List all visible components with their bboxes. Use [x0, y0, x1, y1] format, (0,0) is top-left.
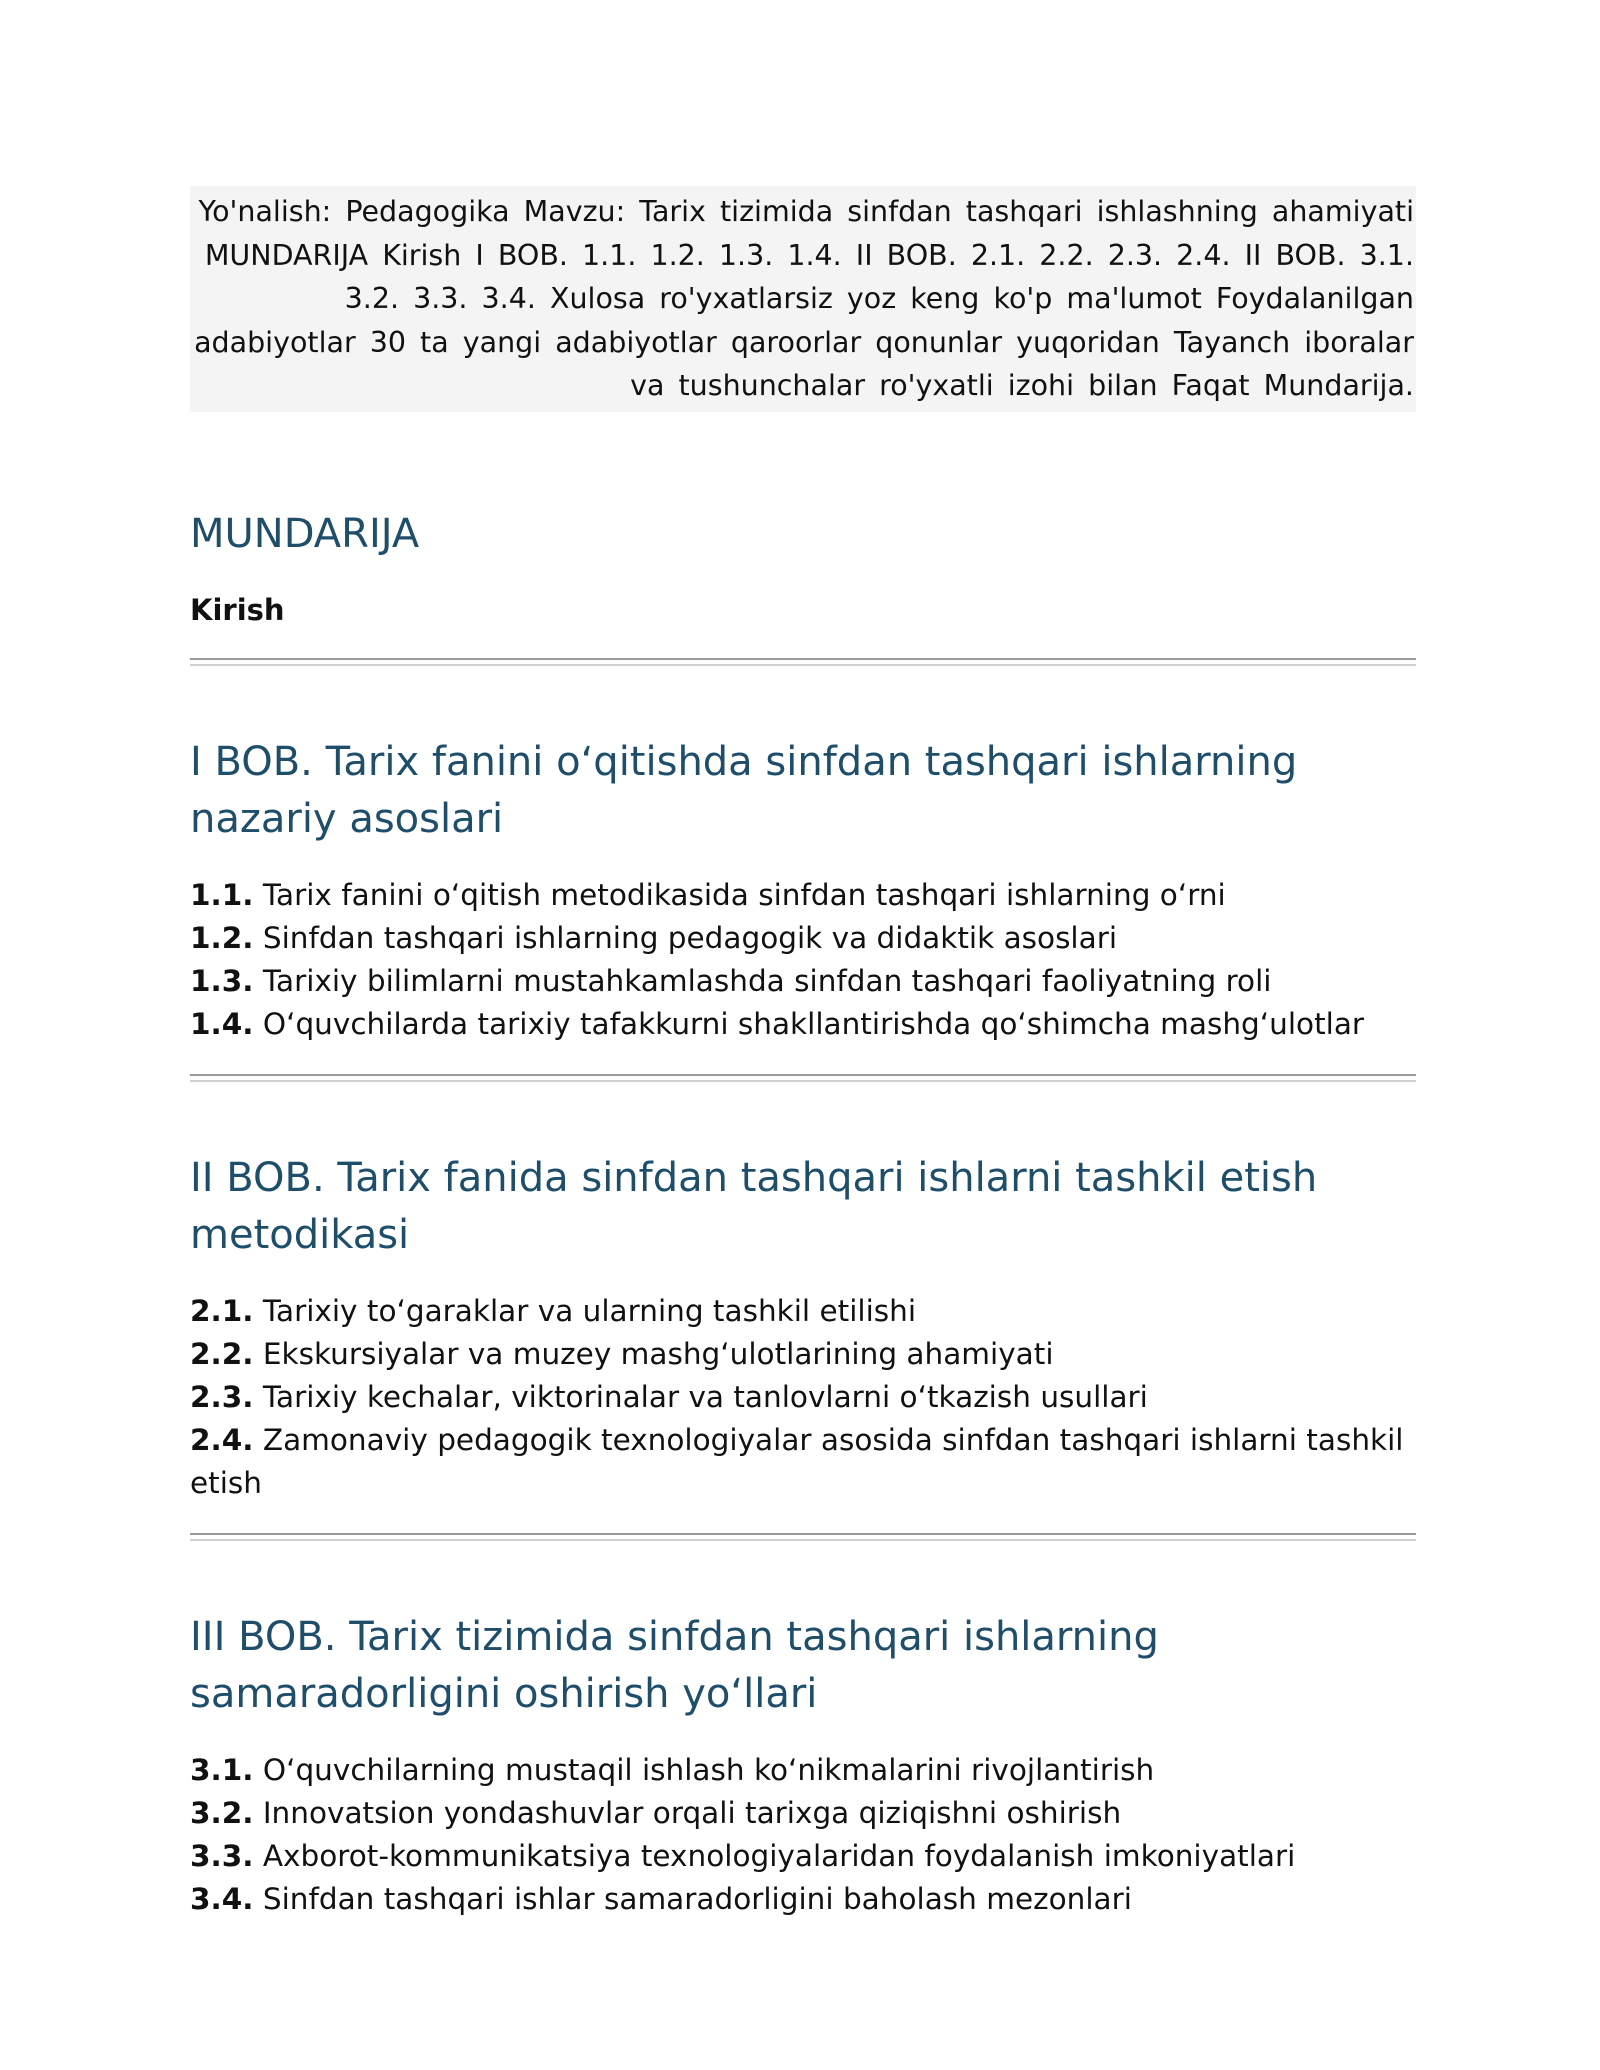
item-number: 1.3.	[190, 963, 254, 998]
item-text: Sinfdan tashqari ishlarning pedagogik va didaktik asoslari	[262, 920, 1118, 955]
chapter-title: III BOB. Tarix tizimida sinfdan tashqari ishlarning samaradorligini oshirish yoʻllari	[190, 1613, 1159, 1717]
item-text: Tarix fanini oʻqitish metodikasida sinfdan tashqari ishlarning oʻrni	[262, 877, 1226, 912]
item-text: Tarixiy kechalar, viktorinalar va tanlovlarni oʻtkazish usullari	[262, 1379, 1148, 1414]
item-text: Oʻquvchilarda tarixiy tafakkurni shakllantirishda qoʻshimcha mashgʻulotlar	[262, 1006, 1365, 1041]
chapter-items	[190, 1749, 1416, 1921]
item-number: 3.2.	[190, 1795, 254, 1830]
divider	[190, 658, 1416, 666]
item-number: 3.1.	[190, 1752, 254, 1787]
chapter-1	[190, 734, 1416, 1082]
list-item	[190, 1878, 1416, 1921]
list-item	[190, 1419, 1416, 1505]
page-title: MUNDARIJA	[190, 510, 420, 557]
list-item	[190, 1376, 1416, 1419]
list-item	[190, 960, 1416, 1003]
list-item	[190, 1003, 1416, 1046]
divider	[190, 1533, 1416, 1541]
divider	[190, 1074, 1416, 1082]
list-item	[190, 1333, 1416, 1376]
item-number: 2.2.	[190, 1336, 254, 1371]
item-text: Oʻquvchilarning mustaqil ishlash koʻnikmalarini rivojlantirish	[262, 1752, 1155, 1787]
item-text: Ekskursiyalar va muzey mashgʻulotlarining ahamiyati	[262, 1336, 1054, 1371]
item-number: 3.3.	[190, 1838, 254, 1873]
item-text: Tarixiy bilimlarni mustahkamlashda sinfdan tashqari faoliyatning roli	[262, 963, 1272, 998]
intro-heading: Kirish	[190, 592, 285, 627]
list-item	[190, 1792, 1416, 1835]
list-item	[190, 917, 1416, 960]
chapter-title: I BOB. Tarix fanini oʻqitishda sinfdan tashqari ishlarning nazariy asoslari	[190, 738, 1298, 842]
list-item	[190, 874, 1416, 917]
chapter-items	[190, 1290, 1416, 1505]
item-text: Sinfdan tashqari ishlar samaradorligini baholash mezonlari	[262, 1881, 1132, 1916]
item-number: 1.1.	[190, 877, 254, 912]
prompt-text: Yo'nalish: Pedagogika Mavzu: Tarix tizimida sinfdan tashqari ishlashning ahamiyati MUNDARIJA Kirish I BOB. 1.1. 1.2. 1.3. 1.4. II BOB. 2.1. 2.2. 2.3. 2.4. II BOB. 3.1. 3.2. 3.3. 3.4. Xulosa ro'yxatlarsiz yoz keng ko'p ma'lumot Foydalanilgan adabiyotlar 30 ta yangi adabiyotlar qaroorlar qonunlar yuqoridan Tayanch iboralar va tushunchalar ro'yxatli izohi bilan Faqat Mundarija.	[190, 186, 1416, 412]
item-text: Axborot-kommunikatsiya texnologiyalaridan foydalanish imkoniyatlari	[262, 1838, 1296, 1873]
item-text: Tarixiy toʻgaraklar va ularning tashkil etilishi	[262, 1293, 917, 1328]
item-number: 1.4.	[190, 1006, 254, 1041]
item-number: 2.3.	[190, 1379, 254, 1414]
chapter-3	[190, 1609, 1416, 1921]
chapter-2	[190, 1150, 1416, 1541]
list-item	[190, 1835, 1416, 1878]
item-number: 1.2.	[190, 920, 254, 955]
document-page	[190, 186, 1416, 1921]
chapter-title: II BOB. Tarix fanida sinfdan tashqari ishlarni tashkil etish metodikasi	[190, 1154, 1318, 1258]
item-number: 2.4.	[190, 1422, 254, 1457]
list-item	[190, 1290, 1416, 1333]
item-number: 2.1.	[190, 1293, 254, 1328]
item-text: Zamonaviy pedagogik texnologiyalar asosida sinfdan tashqari ishlarni tashkil etish	[190, 1422, 1404, 1500]
item-number: 3.4.	[190, 1881, 254, 1916]
chapter-items	[190, 874, 1416, 1046]
item-text: Innovatsion yondashuvlar orqali tarixga qiziqishni oshirish	[262, 1795, 1122, 1830]
list-item	[190, 1749, 1416, 1792]
